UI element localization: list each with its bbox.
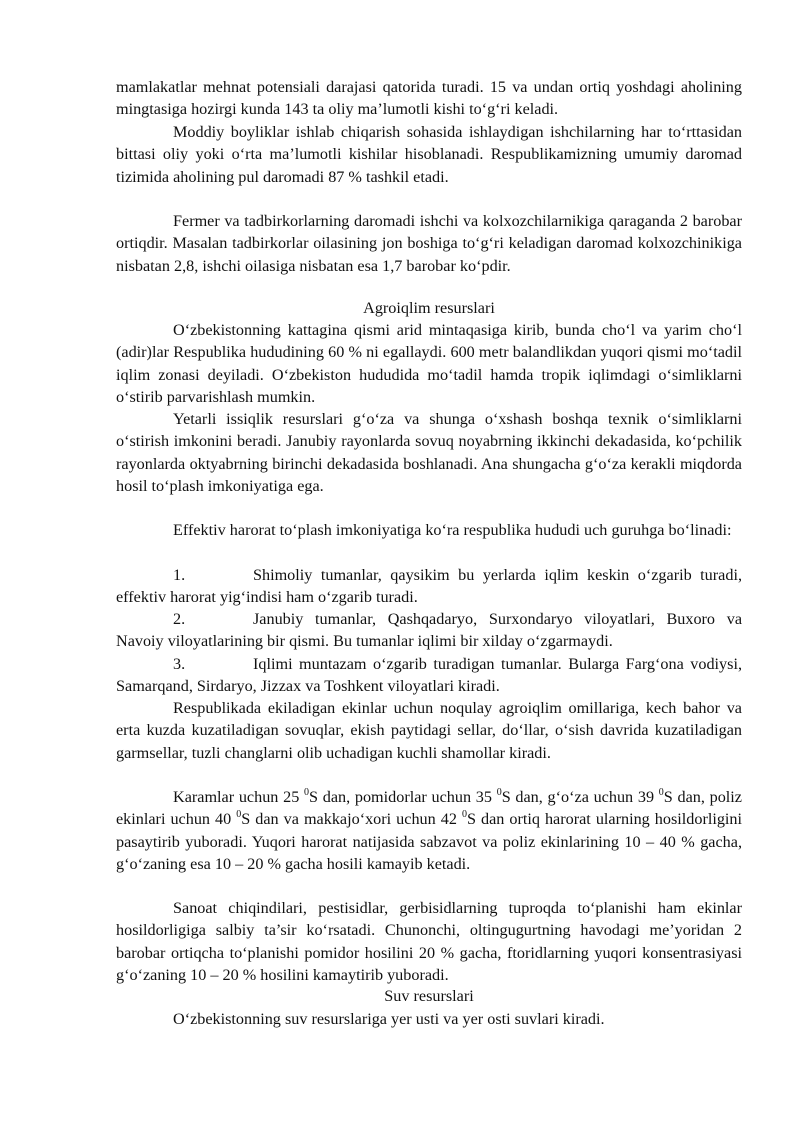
list-number: 3. bbox=[173, 655, 186, 673]
text-segment: S dan, g‘o‘za uchun 39 bbox=[501, 788, 659, 806]
list-number: 2. bbox=[173, 610, 186, 628]
text-segment: S dan ortiq harorat ularning hosildorligini pasaytirib yuboradi. Yuqori harorat natijasida sabzavot va poliz ekinlarining 10 – 40 % gacha, g‘o‘zaning esa 10 – 20 % gacha hosili kamayib ketadi. bbox=[116, 810, 743, 873]
list-item bbox=[116, 608, 742, 653]
list-item bbox=[116, 653, 742, 698]
text-segment: Karamlar uchun 25 bbox=[173, 788, 305, 806]
text-segment: S dan, pomidorlar uchun 35 bbox=[309, 788, 497, 806]
paragraph: Effektiv harorat to‘plash imkoniyatiga ko‘ra respublika hududi uch guruhga bo‘linadi: bbox=[173, 521, 732, 539]
paragraph: mamlakatlar mehnat potensiali darajasi qatorida turadi. 15 va undan ortiq yoshdagi aholining mingtasiga hozirgi kunda 143 ta oliy ma’lumotli kishi to‘g‘ri keladi. bbox=[116, 78, 742, 119]
list-text: Iqlimi muntazam o‘zgarib turadigan tumanlar. Bularga Farg‘ona vodiysi, Samarqand, Sirdaryo, Jizzax va Toshkent viloyatlari kiradi. bbox=[116, 655, 742, 696]
paragraph: Fermer va tadbirkorlarning daromadi ishchi va kolxozchilarnikiga qaraganda 2 barobar ortiqdir. Masalan tadbirkorlar oilasining jon boshiga to‘g‘ri keladigan daromad kolxozchinikiga nisbatan 2,8, ishchi oilasiga nisbatan esa 1,7 barobar ko‘pdir. bbox=[116, 212, 742, 275]
degree-mark: 0 bbox=[304, 786, 310, 798]
paragraph: Moddiy boyliklar ishlab chiqarish sohasida ishlaydigan ishchilarning har to‘rttasidan bittasi oliy yoki o‘rta ma’lumotli kishilar hisoblanadi. Respublikamizning umumiy daromad tizimida aholining pul daromadi 87 % tashkil etadi. bbox=[116, 123, 742, 186]
list-text: Shimoliy tumanlar, qaysikim bu yerlarda iqlim keskin o‘zgarib turadi, effektiv harorat yig‘indisi ham o‘zgarib turadi. bbox=[116, 566, 742, 607]
paragraph: Yetarli issiqlik resurslari g‘o‘za va shunga o‘xshash boshqa texnik o‘simliklarni o‘stirish imkonini beradi. Janubiy rayonlarda sovuq noyabrning ikkinchi dekadasida, ko‘pchilik rayonlarda oktyabrning birinchi dekadasida boshlanadi. Ana shungacha g‘o‘za kerakli miqdorda hosil to‘plash imkoniyatiga ega. bbox=[116, 410, 742, 495]
degree-mark: 0 bbox=[236, 808, 242, 820]
paragraph: Respublikada ekiladigan ekinlar uchun noqulay agroiqlim omillariga, kech bahor va erta kuzda kuzatiladigan sovuqlar, ekish paytidagi sellar, do‘llar, o‘sish davrida kuzatiladigan garmsellar, tuzli changlarni olib uchadigan kuchli shamollar kiradi. bbox=[116, 699, 742, 762]
text-segment: S dan, poliz ekinlari uchun 40 bbox=[116, 788, 742, 829]
degree-mark: 0 bbox=[658, 786, 664, 798]
section-heading: Agroiqlim resurslari bbox=[363, 299, 495, 317]
list-text: Janubiy tumanlar, Qashqadaryo, Surxondaryo viloyatlari, Buxoro va Navoiy viloyatlarining bir qismi. Bu tumanlar iqlimi bir xilday o‘zgarmaydi. bbox=[116, 610, 742, 651]
paragraph: O‘zbekistonning kattagina qismi arid mintaqasiga kirib, bunda cho‘l va yarim cho‘l (adir)lar Respublika hududining 60 % ni egallaydi. 600 metr balandlikdan yuqori qismi mo‘tadil iqlim zonasi deyiladi. O‘zbekiston hududida mo‘tadil hamda tropik iqlimdagi o‘simliklarni o‘stirib parvarishlash mumkin. bbox=[116, 321, 742, 406]
degree-mark: 0 bbox=[461, 808, 467, 820]
text-segment: S dan va makkajo‘xori uchun 42 bbox=[241, 810, 462, 829]
paragraph: O‘zbekistonning suv resurslariga yer usti va yer osti suvlari kiradi. bbox=[173, 1010, 605, 1028]
list-item bbox=[116, 564, 742, 609]
list-number: 1. bbox=[173, 566, 186, 584]
paragraph bbox=[116, 786, 742, 875]
degree-mark: 0 bbox=[496, 786, 502, 798]
paragraph: Sanoat chiqindilari, pestisidlar, gerbisidlarning tuproqda to‘planishi ham ekinlar hosildorligiga salbiy ta’sir ko‘rsatadi. Chunonchi, oltingugurtning havodagi me’yoridan 2 barobar ortiqcha to‘planishi pomidor hosilini 20 % gacha, ftoridlarning yuqori konsentrasiyasi g‘o‘zaning 10 – 20 % hosilini kamaytirib yuboradi. bbox=[116, 899, 742, 984]
section-heading: Suv resurslari bbox=[384, 987, 474, 1005]
